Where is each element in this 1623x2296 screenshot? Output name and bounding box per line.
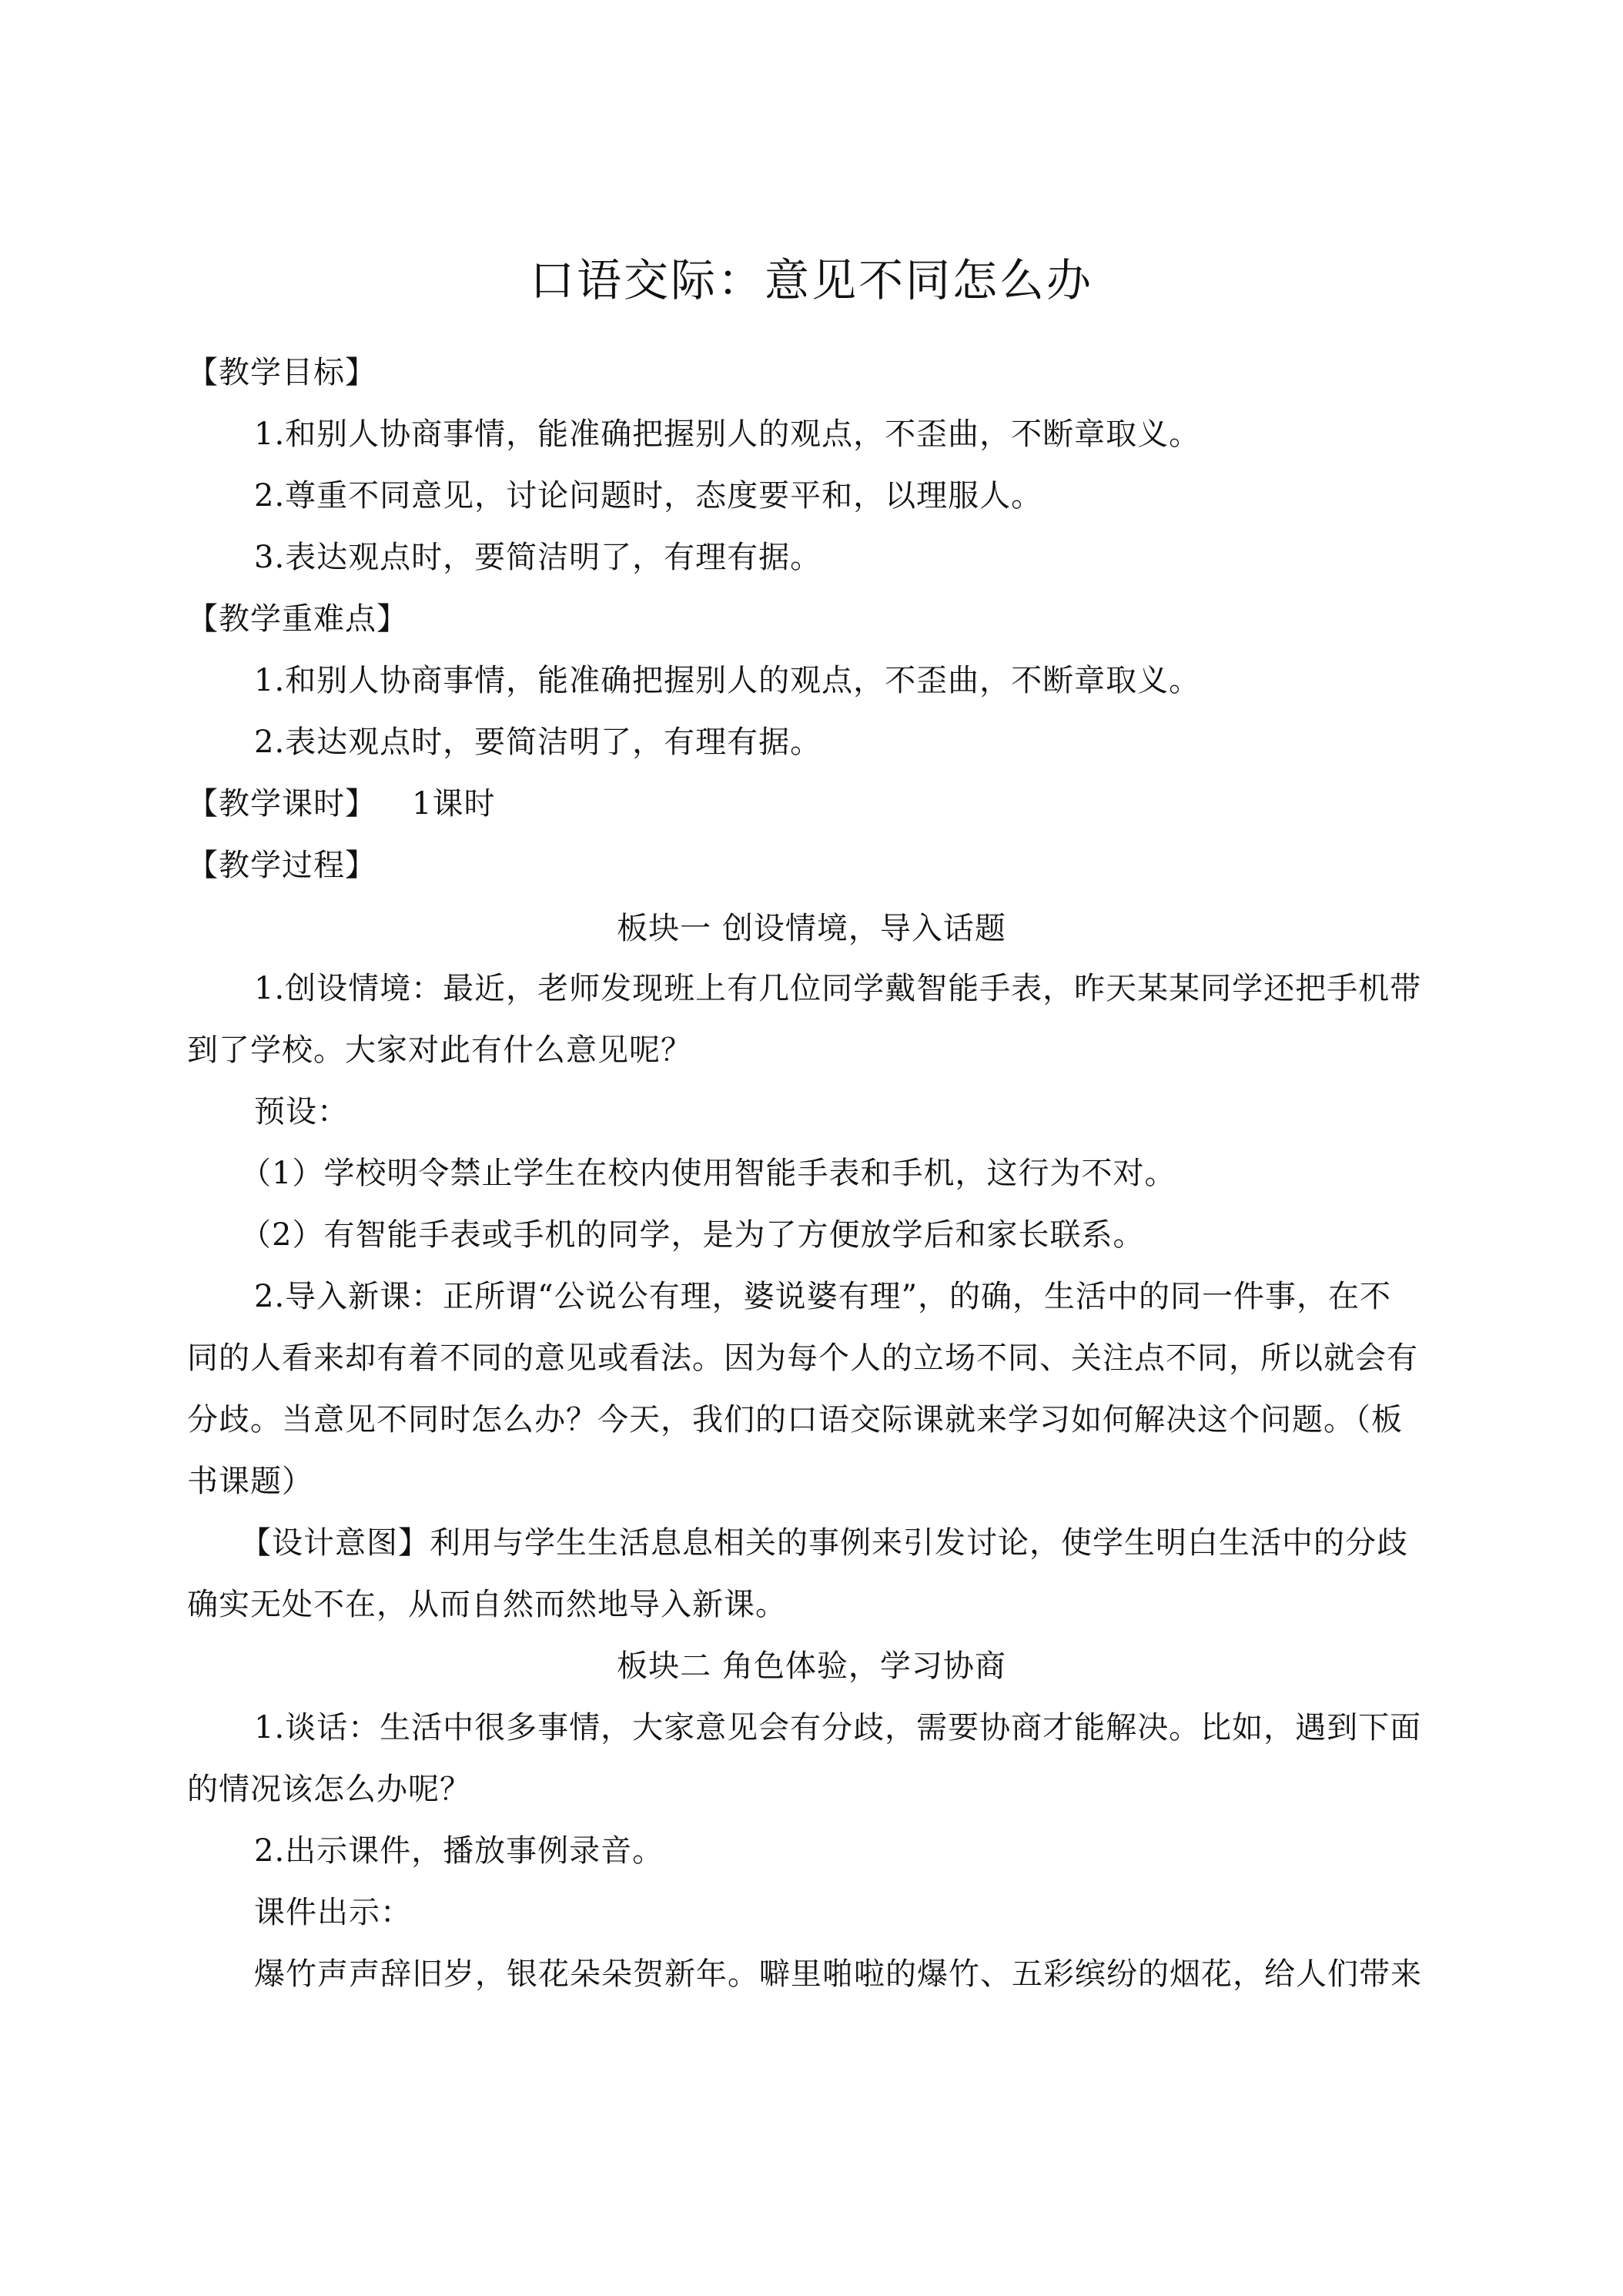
hours-row: [187, 784, 495, 824]
preset-label: 预设：: [254, 1094, 349, 1130]
design-intent-line: 确实无处不在，从而自然而然地导入新课。: [187, 1587, 787, 1622]
process-heading: 【教学过程】: [187, 848, 376, 883]
paragraph-line: 的情况该怎么办呢？: [187, 1772, 471, 1807]
courseware-label: 课件出示：: [254, 1895, 412, 1930]
paragraph-line: 同的人看来却有着不同的意见或看法。因为每个人的立场不同、关注点不同，所以就会有: [187, 1340, 1418, 1376]
preset-item: （1）学校明令禁止学生在校内使用智能手表和手机，这行为不对。: [240, 1156, 1176, 1191]
design-intent-line: 【设计意图】利用与学生生活息息相关的事例来引发讨论，使学生明白生活中的分歧: [240, 1525, 1408, 1561]
paragraph-line: 书课题）: [187, 1464, 313, 1499]
preset-item: （2）有智能手表或手机的同学，是为了方便放学后和家长联系。: [240, 1217, 1145, 1253]
paragraph-line: 2.导入新课：正所谓“公说公有理，婆说婆有理”，的确，生活中的同一件事，在不: [254, 1279, 1392, 1314]
hours-heading: 【教学课时】: [187, 786, 376, 822]
paragraph-line: 2.出示课件，播放事例录音。: [254, 1833, 664, 1869]
block-two-heading: 板块二 角色体验，学习协商: [617, 1648, 1006, 1684]
courseware-line: 爆竹声声辞旧岁，银花朵朵贺新年。噼里啪啦的爆竹、五彩缤纷的烟花，给人们带来: [254, 1956, 1422, 1992]
key-point-item: 1.和别人协商事情，能准确把握别人的观点，不歪曲，不断章取义。: [254, 663, 1201, 698]
paragraph-line: 分歧。当意见不同时怎么办？今天，我们的口语交际课就来学习如何解决这个问题。（板: [187, 1402, 1403, 1438]
goal-item: 2.尊重不同意见，讨论问题时，态度要平和，以理服人。: [254, 478, 1043, 514]
key-points-heading: 【教学重难点】: [187, 601, 408, 637]
paragraph-line: 到了学校。大家对此有什么意见呢？: [187, 1033, 692, 1068]
goal-item: 3.表达观点时，要简洁明了，有理有据。: [254, 540, 822, 575]
block-one-heading: 板块一 创设情境，导入话题: [617, 911, 1006, 946]
hours-value: 1课时: [412, 786, 496, 822]
page-title: 口语交际：意见不同怎么办: [529, 254, 1093, 306]
goal-item: 1.和别人协商事情，能准确把握别人的观点，不歪曲，不断章取义。: [254, 417, 1201, 452]
key-point-item: 2.表达观点时，要简洁明了，有理有据。: [254, 725, 822, 760]
paragraph-line: 1.创设情境：最近，老师发现班上有几位同学戴智能手表，昨天某某同学还把手机带: [254, 971, 1422, 1006]
goals-heading: 【教学目标】: [187, 355, 376, 390]
paragraph-line: 1.谈话：生活中很多事情，大家意见会有分歧，需要协商才能解决。比如，遇到下面: [254, 1710, 1422, 1745]
